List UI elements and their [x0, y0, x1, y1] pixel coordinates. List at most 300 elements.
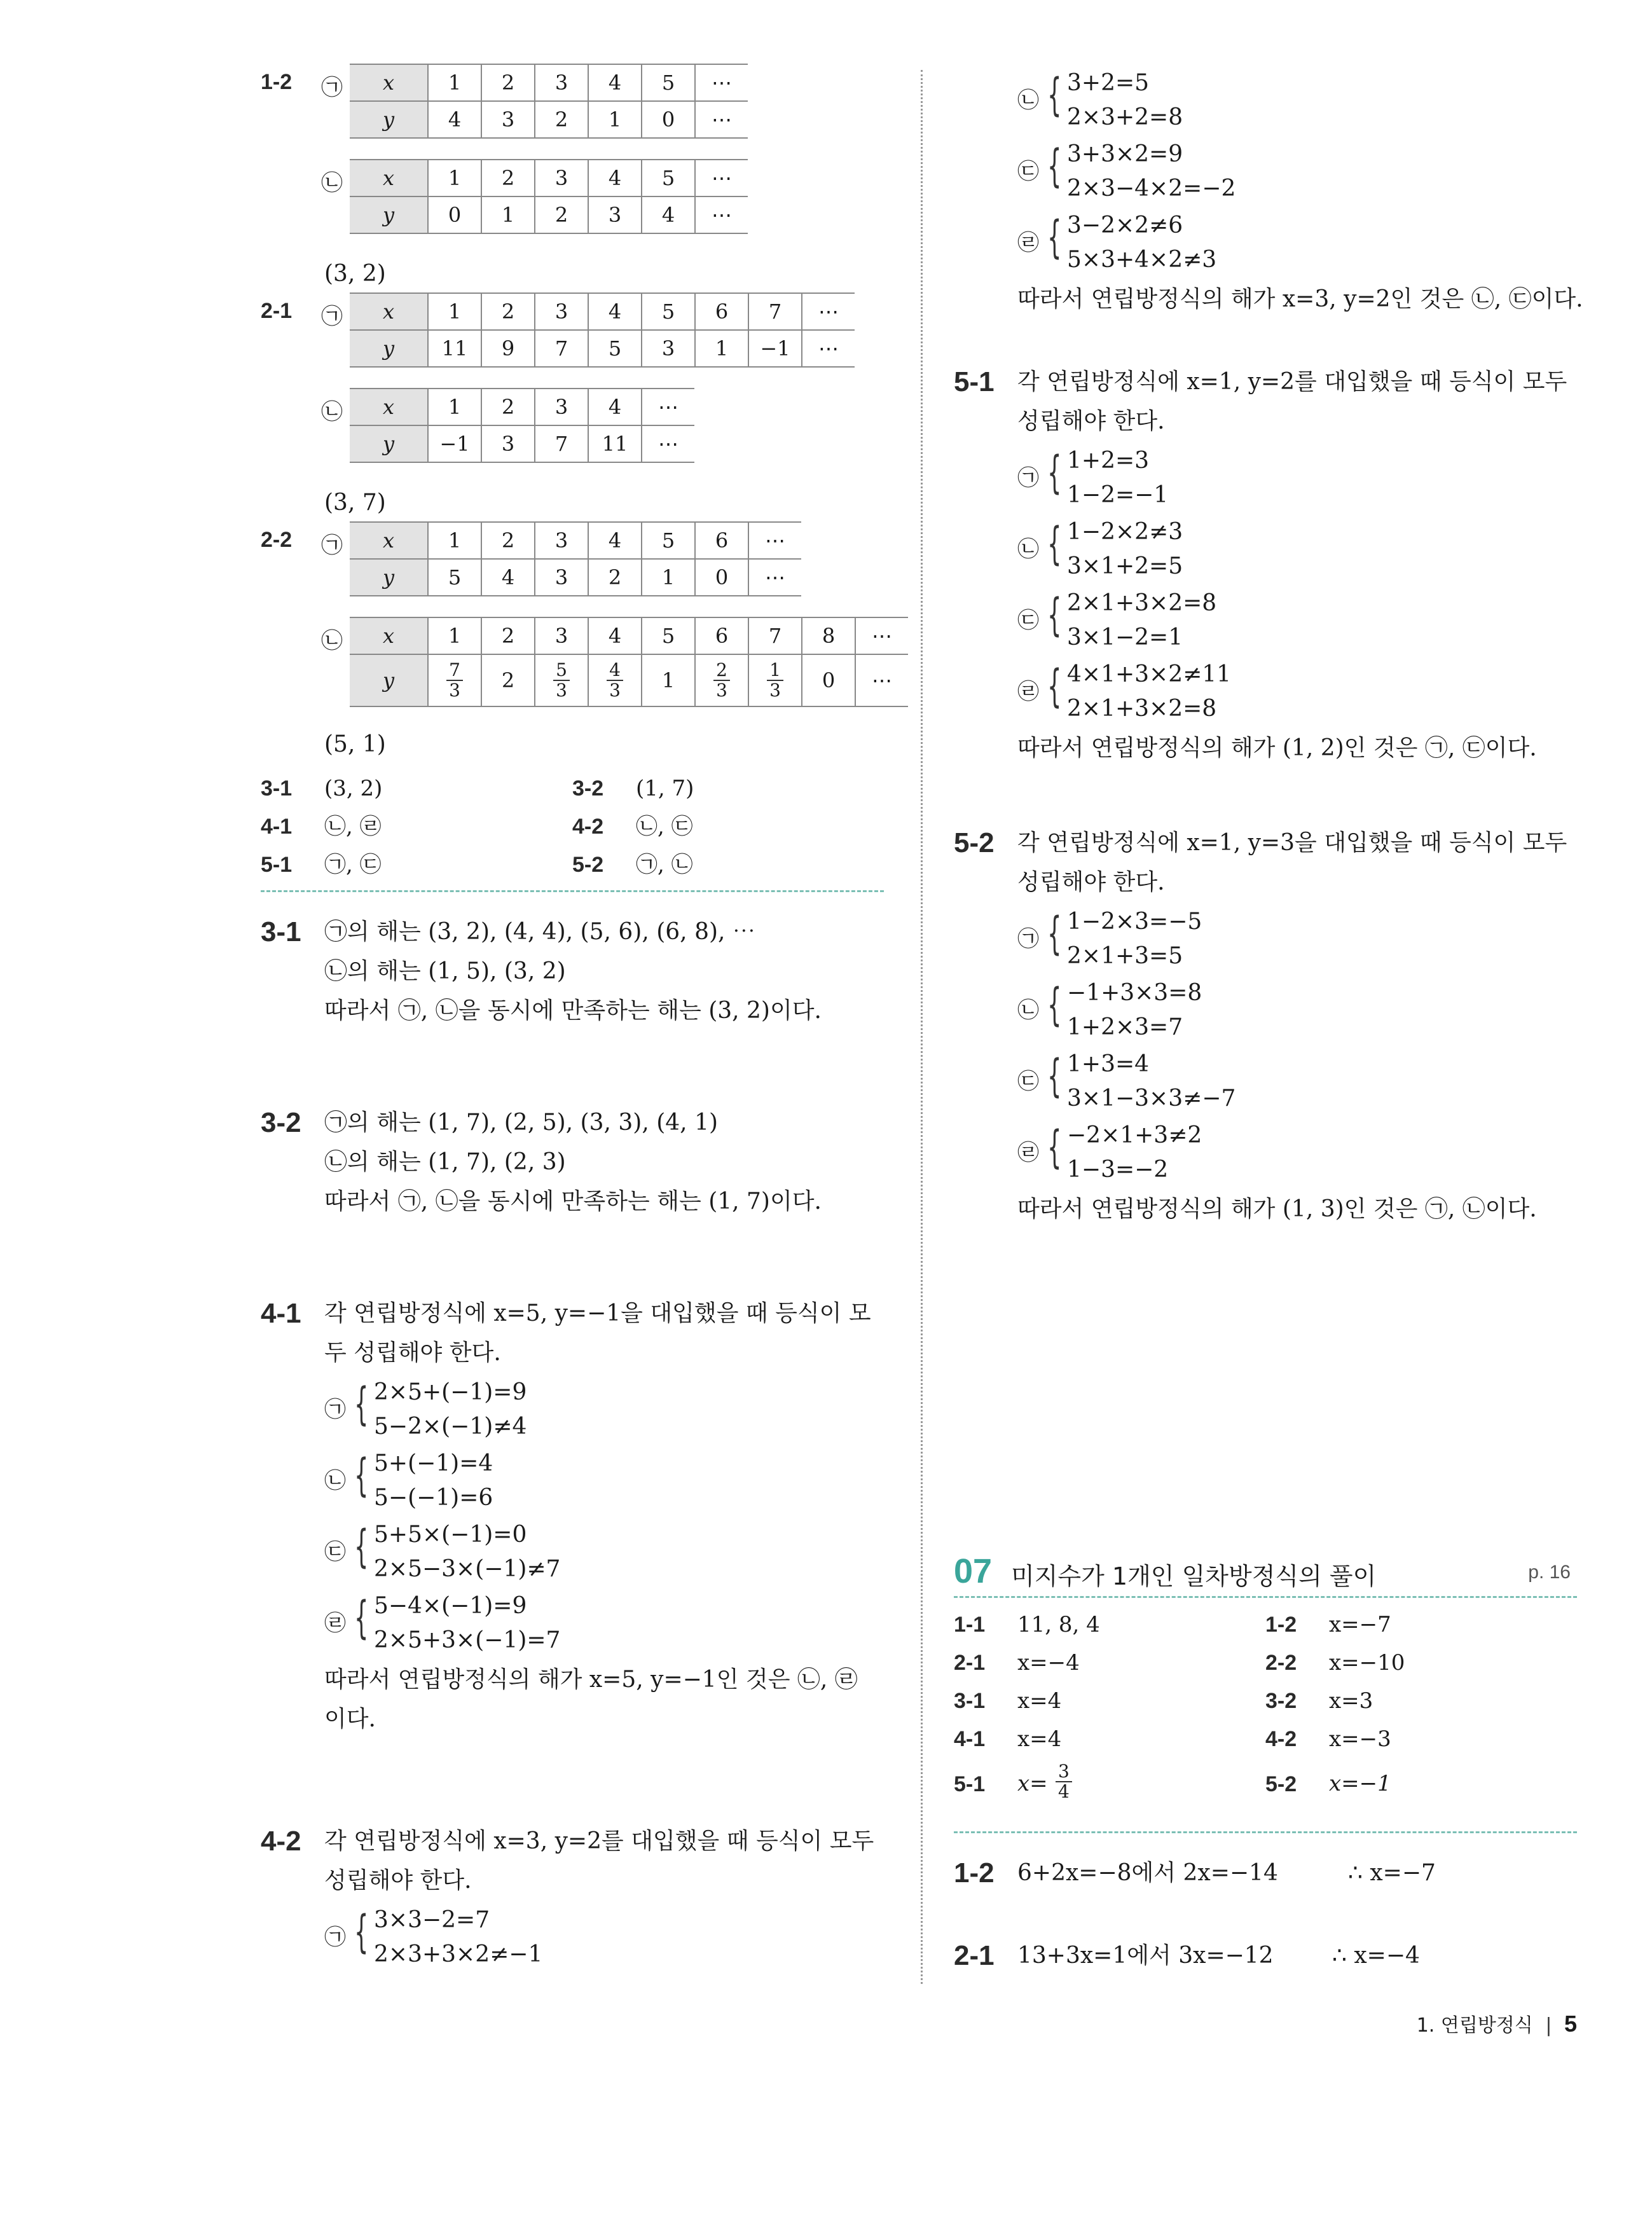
- table-cell: 1: [428, 617, 481, 654]
- brace-icon: {: [354, 1378, 369, 1430]
- table-cell: 7: [535, 425, 588, 462]
- circle-mark: ㉢: [324, 1539, 346, 1565]
- answer-value: x=4: [1017, 1726, 1062, 1752]
- table-cell: 2: [535, 101, 588, 138]
- equation-systems: [324, 1903, 884, 1972]
- row-header: y: [350, 196, 428, 233]
- table-cell: 3: [481, 425, 535, 462]
- equation-systems: [1017, 905, 1577, 1187]
- table-cell: 0: [695, 559, 748, 596]
- answer-value: x=−1: [1329, 1771, 1391, 1796]
- row-header: y: [350, 425, 428, 462]
- fraction-denominator: 3: [449, 680, 460, 701]
- table-cell: [748, 654, 802, 706]
- value-table-block: [261, 521, 884, 589]
- value-table-block: [261, 159, 884, 227]
- table-row: [350, 522, 801, 559]
- text-line: 각 연립방정식에 x=3, y=2를 대입했을 때 등식이 모두: [324, 1828, 874, 1854]
- answer-row: [954, 1682, 1577, 1720]
- circle-mark: ㉡: [321, 399, 343, 425]
- equation-systems: [1017, 444, 1577, 726]
- answer-label: 4-1: [954, 1727, 986, 1751]
- answer-label: 2-2: [1265, 1651, 1297, 1675]
- text-line: ㉠의 해는 (3, 2), (4, 4), (5, 6), (6, 8), ⋯: [324, 919, 755, 945]
- problem-label: 4-2: [261, 1826, 301, 1857]
- section-number: 07: [954, 1552, 993, 1590]
- table-cell: 3: [535, 522, 588, 559]
- solution-4-1: [261, 1294, 884, 1739]
- row-header: x: [350, 617, 428, 654]
- equation-system: [1017, 1118, 1577, 1187]
- table-cell: 1: [481, 196, 535, 233]
- problem-label: 3-2: [261, 1107, 301, 1138]
- table-cell: 4: [428, 101, 481, 138]
- table-cell: 9: [481, 330, 535, 367]
- equation-system: [1017, 137, 1577, 206]
- table-cell: ⋯: [695, 196, 748, 233]
- page-footer: [1417, 2009, 1577, 2037]
- therefore-line: ∴ x=−7: [1348, 1860, 1436, 1886]
- table-row: [350, 196, 748, 233]
- answer-value: (3, 2): [324, 776, 383, 801]
- table-cell: 11: [588, 425, 642, 462]
- answer-value: x=−3: [1329, 1726, 1391, 1752]
- brace-icon: {: [1047, 907, 1062, 960]
- table-cell: 6: [695, 617, 748, 654]
- equation: 2×3+2=8: [1067, 104, 1183, 130]
- value-tables: [261, 64, 892, 738]
- fraction-numerator: 7: [446, 661, 463, 681]
- value-table: [350, 159, 748, 234]
- table-cell: 7: [535, 330, 588, 367]
- text-line: 따라서 연립방정식의 해가 x=5, y=−1인 것은 ㉡, ㉣: [324, 1667, 858, 1693]
- table-cell: 1: [428, 160, 481, 196]
- value-table-block: [261, 64, 884, 132]
- text-line: 따라서 ㉠, ㉡을 동시에 만족하는 해는 (3, 2)이다.: [324, 998, 822, 1024]
- left-column: [261, 64, 892, 1967]
- equation-system: [1017, 586, 1577, 655]
- answer-row: [954, 1606, 1577, 1644]
- equation-system: [324, 1375, 884, 1444]
- text-line: 13+3x=1에서 3x=−12: [1017, 1943, 1274, 1969]
- text-line: 성립해야 한다.: [1017, 408, 1165, 434]
- solution-4-2: [261, 1822, 884, 1974]
- brace-icon: {: [1047, 518, 1062, 570]
- text-line: 성립해야 한다.: [1017, 869, 1165, 895]
- equation: 2×3+3×2≠−1: [374, 1941, 543, 1967]
- table-cell: 1: [428, 293, 481, 330]
- answer-value: (1, 7): [636, 776, 694, 801]
- table-cell: 0: [428, 196, 481, 233]
- table-cell: ⋯: [802, 330, 855, 367]
- equation: 2×1+3=5: [1067, 943, 1183, 969]
- equation: 5+(−1)=4: [374, 1450, 493, 1476]
- value-table: [350, 64, 748, 139]
- table-cell: 0: [642, 101, 695, 138]
- equation: 2×3−4×2=−2: [1067, 176, 1236, 202]
- equation: 1−3=−2: [1067, 1157, 1169, 1183]
- table-row: [350, 64, 748, 101]
- fraction-denominator: 3: [716, 680, 727, 701]
- equation-system: [1017, 209, 1577, 277]
- circle-mark: ㉣: [1017, 230, 1039, 256]
- answer-value: ㉡, ㉣: [324, 814, 382, 839]
- table-cell: 1: [588, 101, 642, 138]
- column-divider: [921, 70, 923, 1984]
- page-number: 5: [1564, 2011, 1577, 2037]
- answer-label: 1-2: [1265, 1613, 1297, 1637]
- circle-mark: ㉣: [324, 1611, 346, 1636]
- equation-system: [1017, 444, 1577, 513]
- table-cell: 5: [642, 64, 695, 101]
- answer-2-1: (3, 7): [324, 490, 386, 516]
- answer-label: 5-1: [261, 853, 293, 877]
- equation: 4×1+3×2≠11: [1067, 661, 1232, 687]
- answer-row: [954, 1720, 1577, 1758]
- row-header: y: [350, 654, 428, 706]
- equation: 1+3=4: [1067, 1051, 1150, 1077]
- table-cell: 4: [588, 293, 642, 330]
- answer-value: x=4: [1017, 1688, 1062, 1714]
- table-cell: 2: [535, 196, 588, 233]
- table-cell: [588, 654, 642, 706]
- circle-mark: ㉣: [1017, 679, 1039, 705]
- brace-icon: {: [1047, 1121, 1062, 1173]
- text-line: 성립해야 한다.: [324, 1868, 472, 1894]
- fraction: [446, 661, 463, 700]
- table-cell: 7: [748, 293, 802, 330]
- value-table-block: [261, 293, 884, 361]
- circle-mark: ㉡: [321, 170, 343, 196]
- table-cell: 3: [535, 160, 588, 196]
- table-row: [350, 160, 748, 196]
- table-cell: ⋯: [642, 425, 694, 462]
- circle-mark: ㉡: [321, 628, 343, 654]
- answer-label: 5-2: [1265, 1772, 1297, 1796]
- table-row: [350, 389, 694, 425]
- brace-icon: {: [1047, 211, 1062, 263]
- answer-1-2: (3, 2): [324, 261, 386, 287]
- problem-label: 5-2: [954, 827, 995, 858]
- text-line: 6+2x=−8에서 2x=−14: [1017, 1860, 1278, 1886]
- equation: 3+2=5: [1067, 70, 1150, 96]
- row-header: x: [350, 160, 428, 196]
- table-cell: 2: [481, 64, 535, 101]
- equation: 5−2×(−1)≠4: [374, 1414, 527, 1440]
- table-cell: 3: [535, 293, 588, 330]
- answer-2-2: (5, 1): [324, 731, 386, 757]
- brace-icon: {: [1047, 660, 1062, 712]
- answer-label: 2-1: [954, 1651, 986, 1675]
- equation: 5−4×(−1)=9: [374, 1593, 527, 1619]
- equation-system: [1017, 905, 1577, 974]
- table-cell: 3: [535, 389, 588, 425]
- equation-systems: [324, 1375, 884, 1658]
- circle-mark: ㉡: [1017, 537, 1039, 562]
- solution-5-1: [954, 362, 1577, 768]
- table-cell: 1: [642, 654, 695, 706]
- fraction-numerator: 2: [713, 661, 730, 681]
- circle-mark: ㉢: [1017, 159, 1039, 184]
- brace-icon: {: [1047, 1050, 1062, 1102]
- equation: 5−(−1)=6: [374, 1485, 493, 1511]
- answer-value: x=−7: [1329, 1612, 1391, 1637]
- fraction-denominator: 3: [769, 680, 781, 701]
- table-cell: 4: [588, 522, 642, 559]
- table-cell: 2: [481, 293, 535, 330]
- text-line: 따라서 연립방정식의 해가 (1, 3)인 것은 ㉠, ㉡이다.: [1017, 1196, 1537, 1222]
- section-divider: [261, 890, 884, 892]
- table-cell: 2: [481, 160, 535, 196]
- solution-3-1: [261, 912, 884, 1031]
- brace-icon: {: [1047, 69, 1062, 121]
- table-row: [350, 101, 748, 138]
- equation: 1+2=3: [1067, 448, 1150, 474]
- equation-system: [324, 1447, 884, 1515]
- brace-icon: {: [354, 1449, 369, 1501]
- equation: −1+3×3=8: [1067, 980, 1202, 1006]
- table-cell: 4: [588, 64, 642, 101]
- text-line: ㉡의 해는 (1, 5), (3, 2): [324, 958, 566, 984]
- equation-system: [324, 1518, 884, 1586]
- right-column: [954, 64, 1583, 2037]
- circle-mark: ㉠: [1017, 465, 1039, 491]
- equation: −2×1+3≠2: [1067, 1122, 1202, 1148]
- circle-mark: ㉠: [321, 533, 343, 558]
- problem-label: 4-1: [261, 1298, 301, 1329]
- table-cell: 4: [588, 389, 642, 425]
- table-row: [350, 559, 801, 596]
- section-divider: [954, 1596, 1577, 1598]
- answer-value: x=: [1017, 1771, 1048, 1796]
- answer-row: [261, 769, 884, 808]
- table-cell: [535, 654, 588, 706]
- table-row: [350, 330, 855, 367]
- table-cell: [695, 654, 748, 706]
- brace-icon: {: [354, 1906, 369, 1958]
- equation-system: [1017, 657, 1577, 726]
- solution-5-2: [954, 823, 1577, 1229]
- answer-label: 1-1: [954, 1613, 986, 1637]
- answer-value: x=−10: [1329, 1650, 1405, 1676]
- brace-icon: {: [1047, 979, 1062, 1031]
- table-cell: 1: [695, 330, 748, 367]
- section-divider: [954, 1831, 1577, 1833]
- table-cell: ⋯: [748, 522, 801, 559]
- answer-value: x=−4: [1017, 1650, 1080, 1676]
- fraction-denominator: 3: [556, 680, 567, 701]
- equation: 3×1−2=1: [1067, 624, 1183, 650]
- table-cell: 11: [428, 330, 481, 367]
- table-cell: 5: [642, 617, 695, 654]
- equation: 2×1+3×2=8: [1067, 590, 1217, 616]
- chapter-title: 1. 연립방정식: [1416, 2014, 1533, 2037]
- equation-system: [1017, 1047, 1577, 1116]
- table-cell: ⋯: [695, 160, 748, 196]
- table-cell: 2: [588, 559, 642, 596]
- circle-mark: ㉢: [1017, 608, 1039, 633]
- table-cell: 1: [642, 559, 695, 596]
- table-cell: 5: [642, 293, 695, 330]
- table-cell: 5: [642, 522, 695, 559]
- equation-system: [1017, 66, 1577, 135]
- section-07-header: [954, 1552, 1577, 1596]
- circle-mark: ㉡: [324, 1468, 346, 1494]
- equation: 3×3−2=7: [374, 1907, 490, 1933]
- answer-label: 3-1: [954, 1689, 986, 1713]
- row-header: y: [350, 330, 428, 367]
- fraction-numerator: 4: [607, 661, 623, 681]
- table-row: [350, 425, 694, 462]
- row-header: y: [350, 559, 428, 596]
- fraction: [553, 661, 570, 700]
- circle-mark: ㉠: [321, 304, 343, 329]
- equation: 2×5+3×(−1)=7: [374, 1627, 561, 1653]
- table-cell: ⋯: [802, 293, 855, 330]
- table-cell: ⋯: [695, 101, 748, 138]
- table-cell: [428, 654, 481, 706]
- table-cell: ⋯: [642, 389, 694, 425]
- solution-3-2: [261, 1103, 884, 1222]
- table-cell: 5: [428, 559, 481, 596]
- circle-mark: ㉠: [1017, 926, 1039, 952]
- fraction-numerator: 3: [1056, 1762, 1072, 1782]
- quick-answers: [261, 769, 884, 884]
- equation-systems: [1017, 66, 1577, 277]
- solution-1-2: [954, 1854, 1577, 1898]
- answer-row-5: [954, 1758, 1577, 1809]
- equation-system: [1017, 976, 1577, 1045]
- circle-mark: ㉠: [324, 1397, 346, 1422]
- answer-label: 3-1: [261, 776, 293, 801]
- fraction-numerator: 5: [553, 661, 570, 681]
- table-cell: 1: [428, 389, 481, 425]
- table-cell: 2: [481, 389, 535, 425]
- text-line: ㉠의 해는 (1, 7), (2, 5), (3, 3), (4, 1): [324, 1110, 719, 1136]
- problem-label: 2-1: [261, 299, 293, 323]
- answer-label: 3-2: [1265, 1689, 1297, 1713]
- answer-value: x=3: [1329, 1688, 1373, 1714]
- solution-2-1: [954, 1936, 1577, 1981]
- fraction: [607, 661, 623, 700]
- circle-mark: ㉡: [1017, 998, 1039, 1023]
- table-cell: 8: [802, 617, 855, 654]
- value-table: [350, 617, 908, 707]
- table-cell: ⋯: [855, 617, 908, 654]
- equation: 2×5−3×(−1)≠7: [374, 1556, 561, 1582]
- equation: 3+3×2=9: [1067, 141, 1183, 167]
- table-cell: ⋯: [855, 654, 908, 706]
- equation: 1−2×2≠3: [1067, 519, 1183, 545]
- table-cell: 3: [535, 559, 588, 596]
- table-cell: ⋯: [748, 559, 801, 596]
- table-cell: 3: [588, 196, 642, 233]
- text-line: 따라서 ㉠, ㉡을 동시에 만족하는 해는 (1, 7)이다.: [324, 1188, 822, 1215]
- answer-row: [954, 1644, 1577, 1682]
- equation: 3−2×2≠6: [1067, 212, 1183, 238]
- table-cell: 0: [802, 654, 855, 706]
- problem-label: 3-1: [261, 916, 301, 947]
- equation-system: [1017, 515, 1577, 584]
- brace-icon: {: [354, 1592, 369, 1644]
- circle-mark: ㉣: [1017, 1140, 1039, 1166]
- answer-value: ㉡, ㉢: [636, 814, 693, 839]
- table-cell: 5: [642, 160, 695, 196]
- section-title: 미지수가 1개인 일차방정식의 풀이: [1011, 1562, 1377, 1590]
- table-cell: 4: [588, 617, 642, 654]
- problem-label: 2-1: [954, 1940, 995, 1971]
- answer-value: 11, 8, 4: [1017, 1612, 1100, 1637]
- answer-label: 3-2: [572, 776, 604, 801]
- equation: 5×3+4×2≠3: [1067, 247, 1217, 273]
- answer-label: 4-2: [1265, 1727, 1297, 1751]
- circle-mark: ㉠: [321, 75, 343, 100]
- value-table-block: [261, 617, 892, 701]
- value-table: [350, 521, 801, 596]
- value-table: [350, 388, 694, 463]
- fraction-denominator: 4: [1058, 1781, 1070, 1802]
- text-line: 각 연립방정식에 x=5, y=−1을 대입했을 때 등식이 모: [324, 1300, 871, 1326]
- text-line: ㉡의 해는 (1, 7), (2, 3): [324, 1149, 566, 1175]
- table-cell: 4: [588, 160, 642, 196]
- table-cell: 2: [481, 522, 535, 559]
- answer-label: 4-2: [572, 815, 604, 839]
- answer-label: 5-2: [572, 853, 604, 877]
- table-cell: 7: [748, 617, 802, 654]
- table-cell: 4: [481, 559, 535, 596]
- row-header: y: [350, 101, 428, 138]
- therefore-line: ∴ x=−4: [1332, 1943, 1420, 1969]
- table-cell: ⋯: [695, 64, 748, 101]
- row-header: x: [350, 522, 428, 559]
- fraction-denominator: 3: [609, 680, 621, 701]
- brace-icon: {: [1047, 140, 1062, 192]
- answer-row: [261, 846, 884, 884]
- answer-label: 4-1: [261, 815, 293, 839]
- fraction: [767, 661, 783, 700]
- fraction: [713, 661, 730, 700]
- table-cell: −1: [428, 425, 481, 462]
- answer-row: [261, 808, 884, 846]
- brace-icon: {: [1047, 446, 1062, 499]
- footer-separator: |: [1545, 2014, 1552, 2037]
- value-table: [350, 293, 855, 368]
- text-line: 이다.: [324, 1706, 376, 1732]
- text-line: 따라서 연립방정식의 해가 (1, 2)인 것은 ㉠, ㉢이다.: [1017, 735, 1537, 761]
- text-line: 각 연립방정식에 x=1, y=2를 대입했을 때 등식이 모두: [1017, 369, 1567, 395]
- equation: 3×1−3×3≠−7: [1067, 1085, 1236, 1112]
- text-line: 따라서 연립방정식의 해가 x=3, y=2인 것은 ㉡, ㉢이다.: [1017, 286, 1583, 312]
- circle-mark: ㉡: [1017, 88, 1039, 113]
- answer-value: ㉠, ㉡: [636, 852, 693, 878]
- row-header: x: [350, 389, 428, 425]
- brace-icon: {: [354, 1520, 369, 1573]
- answer-value: ㉠, ㉢: [324, 852, 382, 878]
- table-cell: 6: [695, 522, 748, 559]
- brace-icon: {: [1047, 589, 1062, 641]
- problem-label: 5-1: [954, 366, 995, 397]
- row-header: x: [350, 64, 428, 101]
- table-cell: 5: [588, 330, 642, 367]
- table-cell: 3: [535, 617, 588, 654]
- circle-mark: ㉢: [1017, 1069, 1039, 1094]
- table-cell: 3: [535, 64, 588, 101]
- equation: 2×1+3×2=8: [1067, 696, 1217, 722]
- problem-label: 1-2: [954, 1857, 995, 1889]
- table-cell: 3: [642, 330, 695, 367]
- value-table-block: [261, 388, 884, 456]
- equation: 1−2×3=−5: [1067, 909, 1202, 935]
